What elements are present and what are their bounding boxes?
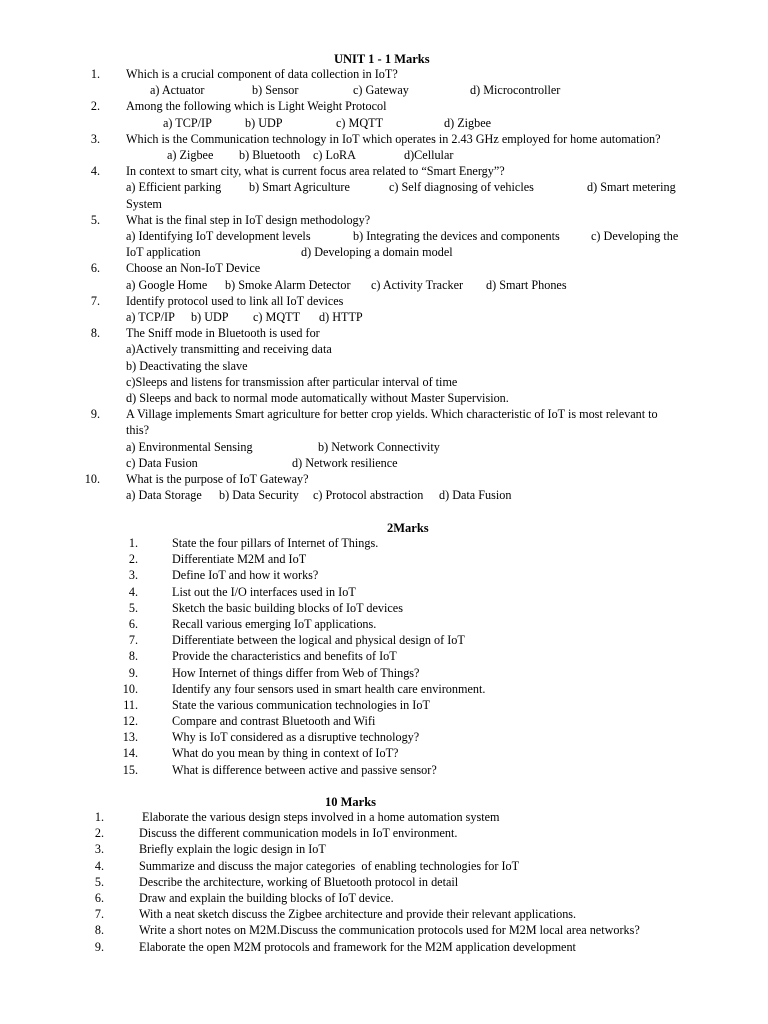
option-c: c) MQTT	[253, 309, 301, 324]
question-8	[0, 325, 768, 406]
option-a: a) TCP/IP	[163, 115, 212, 130]
option-b: b) Smoke Alarm Detector	[225, 277, 351, 292]
question-number: 8.	[90, 326, 100, 341]
option-d: d) Sleeps and back to normal mode automatically without Master Supervision.	[126, 390, 509, 405]
list-item	[0, 681, 768, 697]
item-number: 13.	[122, 730, 138, 745]
option-c: c) Activity Tracker	[371, 277, 464, 292]
item-text: Compare and contrast Bluetooth and Wifi	[172, 714, 376, 729]
item-text: Describe the architecture, working of Bluetooth protocol in detail	[139, 874, 459, 889]
option-d: d) Smart metering	[587, 180, 676, 195]
question-1	[0, 66, 768, 98]
marks10-list	[0, 809, 768, 955]
question-number: 6.	[90, 261, 100, 276]
list-item	[0, 697, 768, 713]
list-item	[0, 922, 768, 938]
question-9	[0, 406, 768, 471]
question-7	[0, 293, 768, 325]
option-c: c) Data Fusion	[126, 455, 198, 470]
list-item	[0, 616, 768, 632]
question-number: 7.	[90, 293, 100, 308]
item-text: State the four pillars of Internet of Things.	[172, 536, 379, 550]
item-number: 3.	[94, 842, 104, 857]
list-item	[0, 665, 768, 681]
item-number: 14.	[122, 746, 138, 761]
option-b: b) Deactivating the slave	[126, 358, 248, 373]
options-row	[0, 147, 768, 163]
item-number: 4.	[128, 584, 138, 599]
option-d: d) Smart Phones	[486, 277, 567, 292]
list-item	[0, 713, 768, 729]
option-a: a)Actively transmitting and receiving data	[126, 342, 332, 357]
option-d: d) Developing a domain model	[301, 245, 453, 260]
item-text: State the various communication technologies in IoT	[172, 697, 430, 712]
item-number: 1.	[94, 810, 104, 824]
option-d: d)Cellular	[404, 147, 454, 162]
item-number: 7.	[128, 633, 138, 648]
option-a: a) Identifying IoT development levels	[126, 228, 311, 243]
list-item	[0, 874, 768, 890]
question-number: 5.	[90, 212, 100, 227]
question-10	[0, 471, 768, 503]
question-number: 1.	[90, 67, 100, 81]
list-item	[0, 906, 768, 922]
option-b: b) Bluetooth	[239, 147, 301, 162]
item-text: What do you mean by thing in context of IoT?	[172, 746, 399, 761]
option-b: b) Smart Agriculture	[249, 180, 350, 195]
option-b: b) UDP	[191, 309, 229, 324]
question-number: 3.	[90, 131, 100, 146]
question-2	[0, 98, 768, 130]
item-number: 4.	[94, 858, 104, 873]
question-4	[0, 163, 768, 212]
item-number: 7.	[94, 907, 104, 922]
item-number: 12.	[122, 714, 138, 729]
option-wrap: System	[126, 196, 162, 211]
option-c: c) LoRA	[313, 147, 356, 162]
list-item	[0, 648, 768, 664]
list-item	[0, 939, 768, 955]
option-c: c) MQTT	[336, 115, 384, 130]
list-item	[0, 858, 768, 874]
options-row	[0, 82, 768, 98]
option-b: b) Integrating the devices and components	[353, 228, 560, 243]
item-number: 9.	[94, 939, 104, 954]
question-5	[0, 212, 768, 261]
question-text: Among the following which is Light Weight Protocol	[126, 99, 387, 114]
list-item	[0, 841, 768, 857]
question-number: 2.	[90, 99, 100, 114]
item-number: 9.	[128, 665, 138, 680]
item-text: How Internet of things differ from Web of Things?	[172, 665, 420, 680]
option-a: a) Efficient parking	[126, 180, 222, 195]
question-3	[0, 131, 768, 163]
item-number: 11.	[123, 697, 138, 712]
item-text: Summarize and discuss the major categories of enabling technologies for IoT	[139, 858, 520, 873]
list-item	[0, 551, 768, 567]
option-d: d) Network resilience	[292, 455, 398, 470]
list-item	[0, 809, 768, 825]
question-text: The Sniff mode in Bluetooth is used for	[126, 326, 320, 341]
item-text: Identify any four sensors used in smart health care environment.	[172, 681, 486, 696]
list-item	[0, 729, 768, 745]
item-number: 2.	[94, 826, 104, 841]
option-a: a) Actuator	[150, 83, 205, 98]
item-text: Define IoT and how it works?	[172, 568, 319, 583]
item-text: Sketch the basic building blocks of IoT devices	[172, 600, 403, 615]
item-number: 8.	[94, 923, 104, 938]
options-row	[0, 487, 768, 503]
options-row	[0, 179, 768, 195]
options-row	[0, 228, 768, 244]
item-text: What is difference between active and passive sensor?	[172, 762, 437, 777]
item-text: Elaborate the open M2M protocols and framework for the M2M application development	[139, 939, 576, 954]
options-row	[0, 277, 768, 293]
item-text: Write a short notes on M2M.Discuss the communication protocols used for M2M local area networks?	[139, 923, 640, 938]
list-item	[0, 535, 768, 551]
unit1-heading: UNIT 1 - 1 Marks	[334, 52, 430, 66]
item-number: 15.	[122, 762, 138, 777]
marks2-list	[0, 535, 768, 778]
question-text: What is the purpose of IoT Gateway?	[126, 471, 309, 486]
item-number: 6.	[128, 616, 138, 631]
item-text: List out the I/O interfaces used in IoT	[172, 584, 356, 599]
option-d: d) Zigbee	[444, 115, 492, 130]
question-text: Identify protocol used to link all IoT devices	[126, 293, 344, 308]
item-text: With a neat sketch discuss the Zigbee architecture and provide their relevant applications.	[139, 907, 577, 922]
item-number: 1.	[128, 536, 138, 550]
question-text-wrap: this?	[126, 423, 150, 438]
option-b: b) UDP	[245, 115, 283, 130]
item-text: Differentiate between the logical and physical design of IoT	[172, 633, 465, 648]
option-a: a) Google Home	[126, 277, 208, 292]
list-item	[0, 745, 768, 761]
question-text: A Village implements Smart agriculture for better crop yields. Which characteristic of IoT is most relevant to	[126, 407, 658, 422]
options-row	[0, 115, 768, 131]
options-row	[0, 439, 768, 455]
option-a: a) Data Storage	[126, 488, 202, 503]
item-text: Provide the characteristics and benefits of IoT	[172, 649, 397, 664]
item-text: Why is IoT considered as a disruptive technology?	[172, 730, 420, 745]
option-c: c)Sleeps and listens for transmission after particular interval of time	[126, 374, 458, 389]
item-number: 6.	[94, 890, 104, 905]
list-item	[0, 584, 768, 600]
question-text: In context to smart city, what is current focus area related to “Smart Energy”?	[126, 164, 505, 179]
list-item	[0, 762, 768, 778]
item-text: Elaborate the various design steps involved in a home automation system	[139, 810, 500, 824]
options-row	[0, 455, 768, 471]
item-number: 8.	[128, 649, 138, 664]
marks10-heading: 10 Marks	[325, 795, 377, 809]
option-b: b) Network Connectivity	[318, 439, 440, 454]
option-d: d) Microcontroller	[470, 83, 561, 98]
item-text: Discuss the different communication models in IoT environment.	[139, 826, 458, 841]
question-6	[0, 260, 768, 292]
item-text: Differentiate M2M and IoT	[172, 552, 307, 567]
list-item	[0, 567, 768, 583]
marks2-heading: 2Marks	[387, 521, 429, 535]
item-text: Briefly explain the logic design in IoT	[139, 842, 326, 857]
list-item	[0, 600, 768, 616]
question-text: What is the final step in IoT design methodology?	[126, 212, 371, 227]
option-c: c) Protocol abstraction	[313, 488, 424, 503]
option-b: b) Data Security	[219, 488, 299, 503]
item-number: 10.	[122, 681, 138, 696]
item-number: 3.	[128, 568, 138, 583]
unit1-questions	[0, 66, 768, 503]
option-a: a) Zigbee	[167, 147, 214, 162]
question-number: 9.	[90, 407, 100, 422]
question-text: Which is a crucial component of data collection in IoT?	[126, 67, 398, 81]
item-text: Draw and explain the building blocks of IoT device.	[139, 890, 394, 905]
question-text: Which is the Communication technology in IoT which operates in 2.43 GHz employed for home automation?	[126, 131, 661, 146]
option-d: d) HTTP	[319, 309, 363, 324]
item-text: Recall various emerging IoT applications.	[172, 616, 377, 631]
options-row	[0, 309, 768, 325]
option-c: c) Self diagnosing of vehicles	[389, 180, 534, 195]
list-item	[0, 632, 768, 648]
item-number: 5.	[94, 874, 104, 889]
option-c: c) Gateway	[353, 83, 409, 98]
question-text: Choose an Non-IoT Device	[126, 261, 261, 276]
option-a: a) TCP/IP	[126, 309, 175, 324]
option-a: a) Environmental Sensing	[126, 439, 253, 454]
option-d: d) Data Fusion	[439, 488, 512, 503]
options-row	[0, 244, 768, 260]
option-wrap: IoT application	[126, 245, 201, 260]
list-item	[0, 825, 768, 841]
item-number: 5.	[128, 600, 138, 615]
question-number: 4.	[90, 164, 100, 179]
question-number: 10.	[84, 471, 100, 486]
item-number: 2.	[128, 552, 138, 567]
list-item	[0, 890, 768, 906]
option-b: b) Sensor	[252, 83, 299, 98]
option-c: c) Developing the	[591, 228, 679, 243]
